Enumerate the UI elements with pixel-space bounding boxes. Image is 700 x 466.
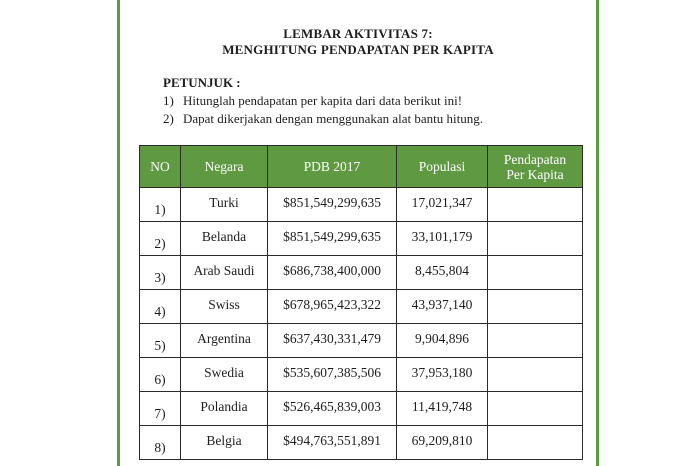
table-row bbox=[140, 188, 583, 222]
cell-populasi: 33,101,179 bbox=[397, 222, 488, 256]
table-row bbox=[140, 392, 583, 426]
cell-pdb: $851,549,299,635 bbox=[268, 222, 397, 256]
header-pdb: PDB 2017 bbox=[268, 146, 397, 188]
cell-negara: Belgia bbox=[181, 426, 268, 460]
cell-pdb: $851,549,299,635 bbox=[268, 188, 397, 222]
header-pendapatan-per-kapita bbox=[488, 146, 583, 188]
instruction-item bbox=[163, 93, 462, 109]
instruction-text: Hitunglah pendapatan per kapita dari data berikut ini! bbox=[183, 93, 463, 108]
instruction-number: 1) bbox=[163, 93, 174, 108]
cell-pdb: $686,738,400,000 bbox=[268, 256, 397, 290]
header-populasi: Populasi bbox=[397, 146, 488, 188]
cell-pendapatan-per-kapita[interactable] bbox=[488, 426, 583, 460]
header-no: NO bbox=[140, 146, 181, 188]
cell-pendapatan-per-kapita[interactable] bbox=[488, 188, 583, 222]
header-pendapatan-line2: Per Kapita bbox=[506, 166, 564, 182]
cell-no: 3) bbox=[140, 256, 181, 290]
cell-populasi: 37,953,180 bbox=[397, 358, 488, 392]
cell-populasi: 69,209,810 bbox=[397, 426, 488, 460]
cell-negara: Swiss bbox=[181, 290, 268, 324]
cell-populasi: 43,937,140 bbox=[397, 290, 488, 324]
table-row bbox=[140, 358, 583, 392]
cell-no: 8) bbox=[140, 426, 181, 460]
table-row bbox=[140, 222, 583, 256]
table-row bbox=[140, 256, 583, 290]
instruction-text: Dapat dikerjakan dengan menggunakan alat bantu hitung. bbox=[183, 111, 483, 126]
cell-populasi: 9,904,896 bbox=[397, 324, 488, 358]
cell-pendapatan-per-kapita[interactable] bbox=[488, 256, 583, 290]
header-pendapatan-line1: Pendapatan bbox=[503, 151, 567, 167]
cell-negara: Belanda bbox=[181, 222, 268, 256]
instructions-heading: PETUNJUK : bbox=[163, 75, 241, 90]
cell-pendapatan-per-kapita[interactable] bbox=[488, 290, 583, 324]
worksheet-subtitle: MENGHITUNG PENDAPATAN PER KAPITA bbox=[222, 42, 494, 57]
cell-negara: Polandia bbox=[181, 392, 268, 426]
instruction-item bbox=[163, 111, 483, 127]
cell-pdb: $637,430,331,479 bbox=[268, 324, 397, 358]
header-negara: Negara bbox=[181, 146, 268, 188]
page-border-left bbox=[117, 0, 120, 466]
instruction-number: 2) bbox=[163, 111, 174, 126]
cell-pendapatan-per-kapita[interactable] bbox=[488, 392, 583, 426]
cell-no: 5) bbox=[140, 324, 181, 358]
cell-negara: Swedia bbox=[181, 358, 268, 392]
table-row bbox=[140, 426, 583, 460]
cell-no: 4) bbox=[140, 290, 181, 324]
cell-no: 6) bbox=[140, 358, 181, 392]
cell-pdb: $535,607,385,506 bbox=[268, 358, 397, 392]
table-header-row bbox=[140, 146, 583, 188]
worksheet-title: LEMBAR AKTIVITAS 7: bbox=[283, 26, 433, 41]
gdp-table bbox=[139, 145, 583, 460]
cell-negara: Arab Saudi bbox=[181, 256, 268, 290]
table-row bbox=[140, 290, 583, 324]
cell-pdb: $678,965,423,322 bbox=[268, 290, 397, 324]
table-row bbox=[140, 324, 583, 358]
cell-negara: Argentina bbox=[181, 324, 268, 358]
cell-no: 1) bbox=[140, 188, 181, 222]
cell-pdb: $526,465,839,003 bbox=[268, 392, 397, 426]
cell-pendapatan-per-kapita[interactable] bbox=[488, 358, 583, 392]
cell-no: 2) bbox=[140, 222, 181, 256]
cell-populasi: 11,419,748 bbox=[397, 392, 488, 426]
cell-pdb: $494,763,551,891 bbox=[268, 426, 397, 460]
cell-populasi: 17,021,347 bbox=[397, 188, 488, 222]
cell-pendapatan-per-kapita[interactable] bbox=[488, 324, 583, 358]
cell-populasi: 8,455,804 bbox=[397, 256, 488, 290]
cell-negara: Turki bbox=[181, 188, 268, 222]
page-border-right bbox=[596, 0, 599, 466]
cell-no: 7) bbox=[140, 392, 181, 426]
cell-pendapatan-per-kapita[interactable] bbox=[488, 222, 583, 256]
